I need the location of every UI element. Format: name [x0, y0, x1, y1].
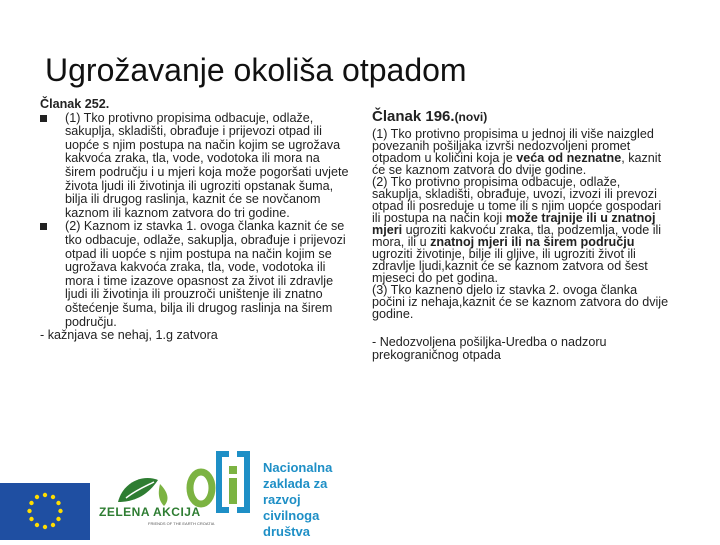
emphasis: može trajnije ili u znatnoj mjeri [372, 211, 656, 237]
eu-flag-logo [0, 483, 90, 540]
article-196-new-tag: (novi) [454, 110, 488, 124]
logo-line: zaklada za [263, 476, 328, 491]
text-segment: ugroziti kakvoću zraka, tla, podzemlja, vode ili mora, ili u [372, 223, 662, 249]
regulation-note: - Nedozvoljena pošiljka-Uredba o nadzoru prekograničnog otpada [372, 335, 607, 362]
paragraph-3: (3) Tko kazneno djelo iz stavka 2. ovoga članka počini iz nehaja,kaznit će se kaznom zatvora do dvije godine. [372, 283, 669, 321]
nacionalna-zaklada-text [263, 460, 373, 540]
list-item [40, 220, 350, 329]
article-252-list [40, 112, 350, 330]
list-item [40, 112, 350, 221]
logo-line: društva [263, 524, 310, 539]
paragraph-2: (2) Kaznom iz stavka 1. ovoga članka kaznit će se tko odbacuje, odlaže, sakuplja, obrađuje i prijevozi otpad ili uopće s njim postupa na način kojim se ugrožava kakvoća zraka, tla, vode, vodotoka ili mora i time izazove opasnost za život ili zdravlje ljudi ili životinja ili prouzroči uništenje ili znatno oštećenje šuma, bilja ili drugog raslinja na širem području. [65, 219, 346, 329]
zelena-akcija-name: ZELENA AKCIJA [99, 505, 201, 519]
spacer [372, 320, 672, 336]
paragraph-1: (1) Tko protivno propisima odbacuje, odlaže, sakuplja, skladišti, obrađuje i prijevozi otpad ili uopće s njim postupa na način kojim se ugrožava kakvoća zraka, tla, vode, vodotoka ili mora na širem području i u mjeri koja može pogoršati uvjete života ljudi ili životinja ili ugroziti opstanak šuma, bilja ili drugog raslinja, kaznit će se novčanom kaznom ili kaznom zatvora do tri godine. [65, 110, 349, 220]
zelena-akcija-subtitle: FRIENDS OF THE EARTH CROATIA [148, 521, 215, 526]
emphasis: veća od neznatne [516, 151, 622, 165]
text-segment: (1) Tko protivno propisima u jednoj ili više naizgled povezanih pošiljaka izvrši nedozvoljeni promet otpadom u količini koja je [372, 127, 654, 165]
text-segment: (2) Tko protivno propisima odbacuje, odlaže, sakuplja, skladišti, obrađuje, uvozi, izvozi ili prevozi otpad ili posreduje u tome ili s njim uopće gospodari ili postupa na način koji [372, 175, 662, 225]
paragraph-1 [372, 128, 672, 176]
emphasis: znatnoj mjeri ili na širem području [430, 235, 635, 249]
square-bullet-icon [40, 115, 47, 122]
nacionalna-zaklada-mark-icon [185, 448, 255, 518]
right-column [372, 108, 672, 362]
text-segment: ugroziti životinje, bilje ili gljive, ili ugroziti život ili zdravlje ljudi,kaznit će se kaznom zatvora od šest mjeseci do pet godina. [372, 247, 648, 285]
eu-stars-icon [0, 483, 90, 540]
logo-line: Nacionalna [263, 460, 333, 475]
negligence-note: - kažnjava se nehaj, 1.g zatvora [40, 328, 218, 343]
slide-title: Ugrožavanje okoliša otpadom [45, 52, 467, 88]
square-bullet-icon [40, 223, 47, 230]
article-196-heading [372, 108, 672, 126]
article-252-heading: Članak 252. [40, 97, 110, 111]
logo-line: razvoj [263, 492, 301, 507]
left-column [40, 98, 350, 343]
logo-line: civilnoga [263, 508, 320, 523]
article-196-label: Članak 196. [372, 108, 455, 125]
paragraph-2 [372, 176, 672, 284]
text-segment: , kaznit će se kaznom zatvora do dvije godine. [372, 151, 662, 177]
